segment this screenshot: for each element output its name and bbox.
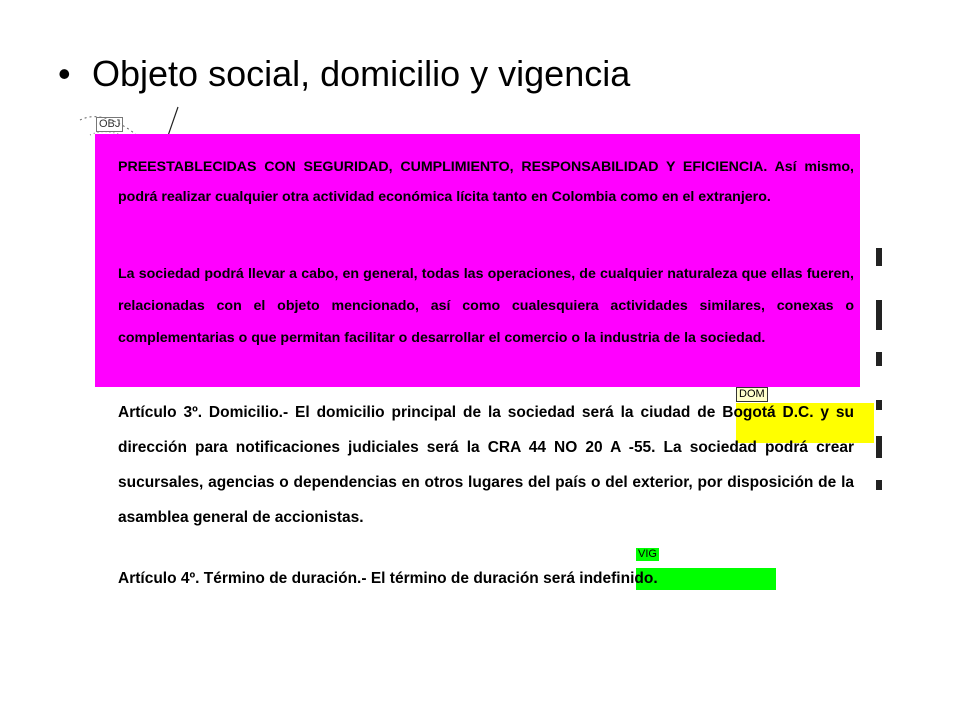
article-4-heading: Artículo 4º. Término de duración.- [118,570,367,587]
slide-title-row [58,48,630,100]
object-paragraph-1: PREESTABLECIDAS CON SEGURIDAD, CUMPLIMIENTO, RESPONSABILIDAD Y EFICIENCIA. Así mismo, podrá realizar cualquier otra actividad económica lícita tanto en Colombia como en el extranjero. [118,159,854,205]
object-paragraph-2: La sociedad podrá llevar a cabo, en general, todas las operaciones, de cualquier naturaleza que ellas fueren, relacionadas con el objeto mencionado, así como cualesquiera actividades similares, conexas o complementarias o que permitan facilitar o desarrollar el comercio o la industria de la sociedad. [118,266,854,346]
slide-title: Objeto social, domicilio y vigencia [92,53,631,94]
scan-edge-marks [872,240,886,500]
article-3-heading: Artículo 3º. Domicilio.- [118,404,289,421]
article-4-paragraph [118,563,818,595]
bullet-dot: • [58,53,71,94]
article-4-text: El término de duración será indefinido. [366,570,658,587]
dom-tag: DOM [736,387,768,402]
article-3-paragraph [118,395,854,535]
obj-tag: OBJ [96,117,123,132]
vig-tag: VIG [638,548,657,560]
article-3-text: El domicilio principal de la sociedad será la ciudad de Bogotá D.C. y su dirección para notificaciones judiciales será la CRA 44 NO 20 A -55. La sociedad podrá crear sucursales, agencias o dependencias en otros lugares del país o del exterior, por disposición de la asamblea general de accionistas. [118,404,855,526]
